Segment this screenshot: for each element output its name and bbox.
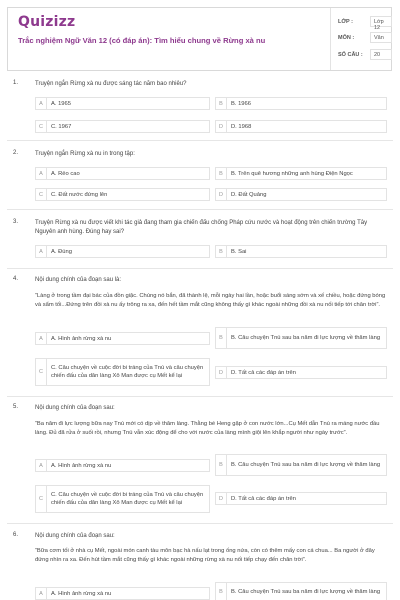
question-4-passage: “Làng ở trong tầm đại bác của đồn giặc. Chúng nó bắn, đã thành lệ, mỗi ngày hai lần, hoặc buổi sáng sớm và xế chiều, hoặc đứng bóng và sẩm tối...Đứng trên đồi xà nu ấy trông ra xa, đến hết tầm mắt cũng không thấy gì khác ngoài những đồi xà nu nối tiếp tới chân trời”. bbox=[35, 293, 386, 308]
question-divider bbox=[7, 396, 393, 397]
question-4-option-c[interactable]: C C. Câu chuyện về cuộc đời bi tráng của Tnú và câu chuyện chiến đấu của dân làng Xô Man được cụ Mết kể lại bbox=[35, 358, 210, 386]
meta-subject-value: Văn bbox=[370, 32, 392, 43]
question-6-option-a[interactable]: A A. Hình ảnh rừng xà nu bbox=[35, 587, 210, 600]
question-2-option-d[interactable]: D D. Đất Quảng bbox=[215, 188, 387, 201]
meta-count-value: 20 bbox=[370, 49, 392, 60]
question-divider bbox=[7, 140, 393, 141]
question-5-passage: “Ba năm đi lực lượng bữa nay Tnú mới có dịp về thăm làng. Thằng bé Heng gặp ở con nước lớn...Cụ Mết dẫn Tnú ra máng nước đầu làng. Đủ đã rửa ở suối rồi, nhưng Tnú vẫn xúc động để cho với nước của làng mình giội lên khắp người như ngày trước”. bbox=[35, 421, 380, 436]
question-4-number: 4. bbox=[13, 276, 19, 282]
question-3-option-a[interactable]: A A. Đúng bbox=[35, 245, 210, 258]
question-1-option-c[interactable]: C C. 1967 bbox=[35, 120, 210, 133]
question-6-text: Nội dung chính của đoạn sau: bbox=[35, 533, 115, 539]
question-3-number: 3. bbox=[13, 219, 19, 225]
meta-class bbox=[338, 16, 394, 31]
question-2-text: Truyện ngắn Rừng xà nu in trong tập: bbox=[35, 151, 135, 157]
question-3-option-b[interactable]: B B. Sai bbox=[215, 245, 387, 258]
meta-count bbox=[338, 49, 394, 61]
question-5-option-c[interactable]: C C. Câu chuyện về cuộc đời bi tráng của Tnú và câu chuyện chiến đấu của dân làng Xô Man được cụ Mết kể lại bbox=[35, 485, 210, 513]
question-2-option-b[interactable]: B B. Trên quê hương những anh hùng Điện Ngọc bbox=[215, 167, 387, 180]
question-5-option-d[interactable]: D D. Tất cả các đáp án trên bbox=[215, 492, 387, 505]
question-4-option-a[interactable]: A A. Hình ảnh rừng xà nu bbox=[35, 332, 210, 345]
header-divider bbox=[330, 8, 331, 70]
question-divider bbox=[7, 209, 393, 210]
question-1-number: 1. bbox=[13, 80, 19, 86]
meta-class-label: LỚP : bbox=[338, 19, 353, 25]
question-6-option-b[interactable]: B B. Câu chuyện Tnú sau ba năm đi lực lượng về thăm làng bbox=[215, 582, 387, 600]
question-1-option-a[interactable]: A A. 1965 bbox=[35, 97, 210, 110]
question-5-text: Nội dung chính của đoạn sau: bbox=[35, 405, 115, 411]
question-6-passage: “Bữa cơm tối ở nhà cụ Mết, ngoài món canh tàu môn bạc hà nấu lạt trong ống nứa, còn có thêm mấy con cá chua... Ba người ở đây đứng nhìn ra xa. Đến hút tầm mắt cũng thấy gì khác ngoài những rừng xà nu nối tiếp chạy đến chân trời”. bbox=[35, 548, 375, 563]
question-divider bbox=[7, 523, 393, 524]
meta-count-label: SỐ CÂU : bbox=[338, 52, 363, 58]
question-divider bbox=[7, 268, 393, 269]
question-5-number: 5. bbox=[13, 404, 19, 410]
question-1-option-b[interactable]: B B. 1966 bbox=[215, 97, 387, 110]
quizizz-logo: Quizizz bbox=[18, 14, 76, 30]
question-1-option-d[interactable]: D D. 1968 bbox=[215, 120, 387, 133]
meta-subject bbox=[338, 32, 394, 44]
worksheet-title: Trắc nghiệm Ngữ Văn 12 (có đáp án): Tìm hiểu chung về Rừng xà nu bbox=[18, 36, 266, 45]
question-4-text: Nội dung chính của đoạn sau là: bbox=[35, 277, 122, 283]
question-1-text: Truyện ngắn Rừng xà nu được sáng tác năm bao nhiêu? bbox=[35, 81, 187, 87]
worksheet-header bbox=[7, 7, 392, 71]
question-2-option-a[interactable]: A A. Rẻo cao bbox=[35, 167, 210, 180]
question-3-text: Truyện Rừng xà nu được viết khi tác giả đang tham gia chiến đấu chống Pháp cứu nước và hoạt động trên chiến trường Tây Nguyên anh hùng. Đúng hay sai? bbox=[35, 220, 368, 235]
question-5-option-a[interactable]: A A. Hình ảnh rừng xà nu bbox=[35, 459, 210, 472]
question-4-option-d[interactable]: D D. Tất cả các đáp án trên bbox=[215, 366, 387, 379]
meta-class-value: Lớp 12 bbox=[370, 16, 392, 27]
question-2-number: 2. bbox=[13, 150, 19, 156]
question-2-option-c[interactable]: C C. Đất nước đứng lên bbox=[35, 188, 210, 201]
question-4-option-b[interactable]: B B. Câu chuyện Tnú sau ba năm đi lực lượng về thăm làng bbox=[215, 327, 387, 349]
question-6-number: 6. bbox=[13, 532, 19, 538]
question-5-option-b[interactable]: B B. Câu chuyện Tnú sau ba năm đi lực lượng về thăm làng bbox=[215, 454, 387, 476]
meta-subject-label: MÔN : bbox=[338, 35, 355, 41]
